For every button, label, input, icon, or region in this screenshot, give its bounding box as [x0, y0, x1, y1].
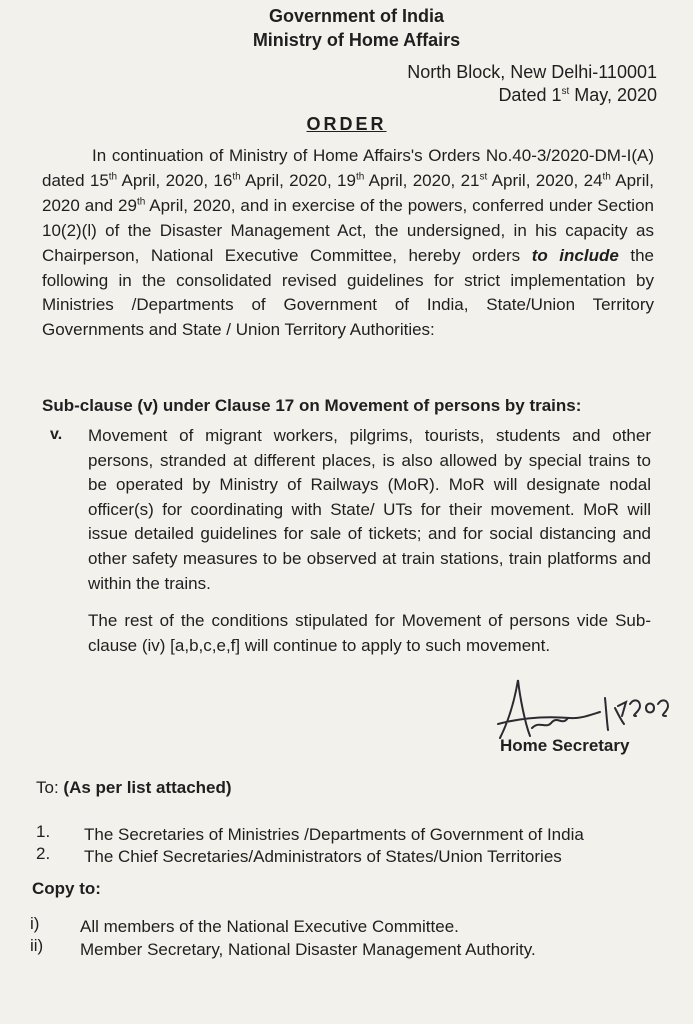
date-prefix: Dated [498, 85, 552, 105]
to-line: To: (As per list attached) [36, 778, 232, 797]
copy-item: Member Secretary, National Disaster Management Authority. [80, 940, 536, 959]
copy-to-label: Copy to: [32, 879, 101, 898]
to-item: The Chief Secretaries/Administrators of States/Union Territories [84, 847, 562, 866]
copy-item: All members of the National Executive Committee. [80, 917, 459, 936]
signatory-title: Home Secretary [500, 736, 630, 755]
header-government: Government of India [268, 6, 445, 26]
date-day: 1 [551, 85, 562, 105]
date-day-sup: st [561, 86, 570, 97]
to-item-number: 2. [36, 844, 51, 863]
copy-item-number: ii) [30, 936, 44, 955]
subclause-text: Movement of migrant workers, pilgrims, tourists, students and other persons, stranded at different places, is also allowed by special trains to be operated by Ministry of Railways (MoR). MoR will designate nodal officer(s) for coordinating with State/ UTs for their movement. MoR will issue detailed guidelines for sale of tickets; and for social distancing and other safety measures to be observed at train stations, train platforms and within the trains. [88, 426, 651, 593]
copy-item-number: i) [30, 914, 40, 933]
order-title: ORDER [306, 114, 387, 134]
address-line: North Block, New Delhi-110001 [407, 62, 657, 82]
subclause-text-rest: The rest of the conditions stipulated for Movement of persons vide Sub-clause (iv) [a,b,c,e,f] will continue to apply to such movement. [88, 611, 651, 655]
subclause-heading: Sub-clause (v) under Clause 17 on Movement of persons by trains: [42, 396, 582, 415]
order-paragraph: In continuation of Ministry of Home Affairs's Orders No.40-3/2020-DM-I(A) dated 15th April, 2020, 16th April, 2020, 19th April, 2020, 21st April, 2020, 24th April, 2020 and 29th April, 2020, and in exercise of the powers, conferred under Section 10(2)(l) of the Disaster Management Act, the undersigned, in his capacity as Chairperson, National Executive Committee, hereby orders to include the following in the consolidated revised guidelines for strict implementation by Ministries /Departments of Government of India, State/Union Territory Governments and State / Union Territory Authorities: [42, 146, 654, 340]
header-ministry: Ministry of Home Affairs [252, 30, 461, 50]
to-item-number: 1. [36, 822, 51, 841]
date-line [498, 83, 657, 107]
to-item: The Secretaries of Ministries /Departments of Government of India [84, 825, 584, 844]
subclause-numeral: v. [50, 426, 63, 443]
date-rest: May, 2020 [569, 85, 657, 105]
